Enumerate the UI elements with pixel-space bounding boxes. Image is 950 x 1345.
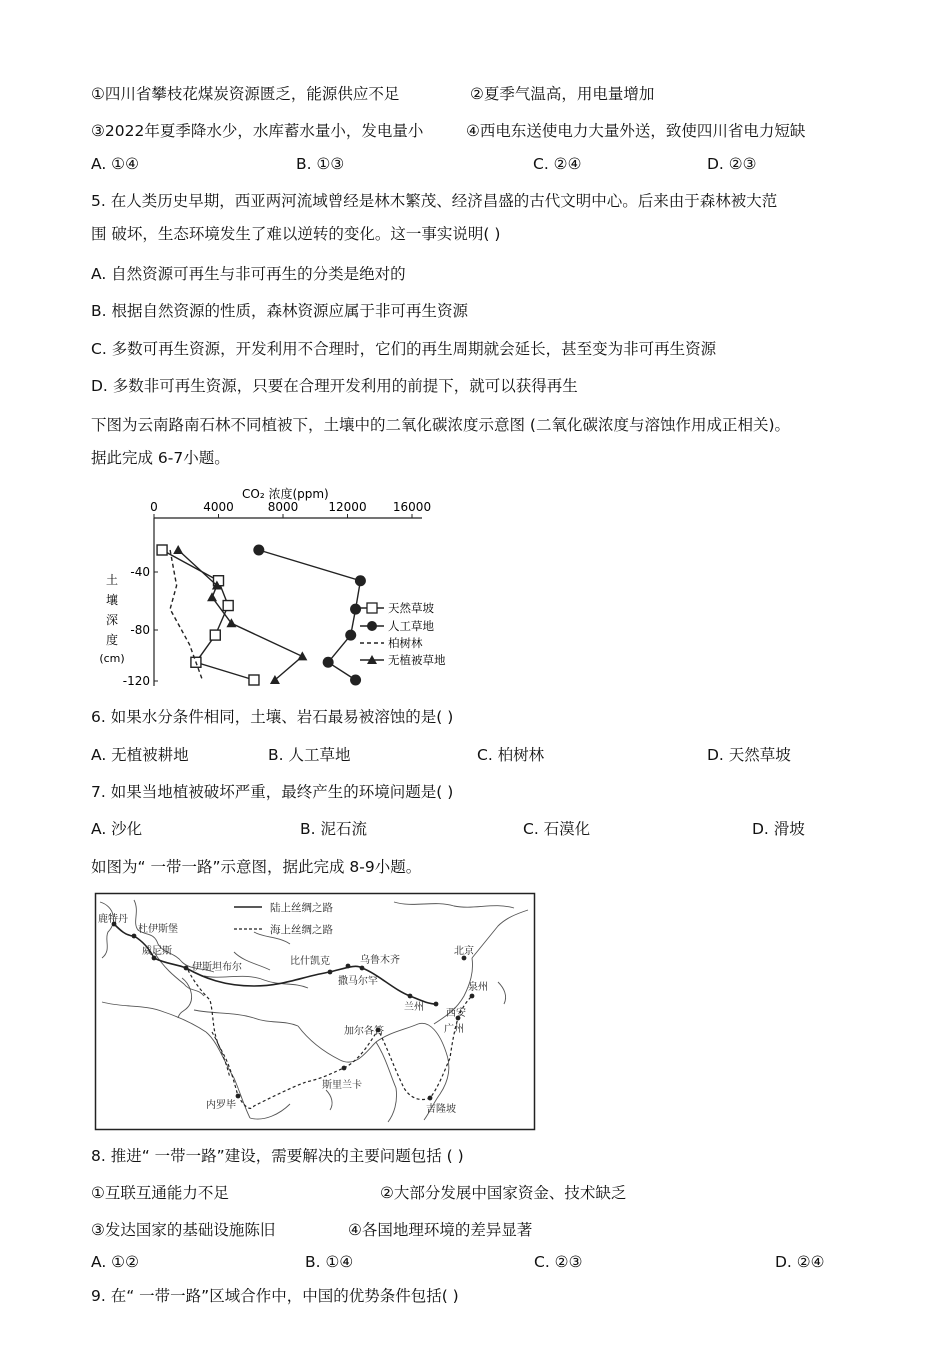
point-natural-grass: [157, 545, 167, 555]
q4-option-c[interactable]: C. ②④: [533, 155, 582, 173]
q4-option-b[interactable]: B. ①③: [296, 155, 345, 173]
point-artificial-grass: [345, 630, 356, 641]
series-line-0: [162, 550, 254, 680]
map-city-xian: 西安: [446, 1008, 466, 1019]
y-axis-label-unit: (cm): [99, 652, 125, 665]
map-city-bishkek: 比什凯克: [290, 956, 330, 967]
point-bare-grass: [297, 651, 307, 660]
y-axis-label-char: 深: [105, 613, 119, 627]
q5-option-a[interactable]: A. 自然资源可再生与非可再生的分类是绝对的: [91, 265, 406, 283]
point-natural-grass: [249, 675, 259, 685]
x-tick-label: 0: [150, 500, 158, 514]
map-city-quanzhou: 泉州: [468, 982, 488, 993]
y-tick-label: -40: [130, 565, 150, 579]
map-city-samarkand: 撒马尔罕: [338, 976, 378, 987]
point-bare-grass: [173, 545, 183, 554]
q7-option-b[interactable]: B. 泥石流: [300, 820, 367, 838]
q7-option-a[interactable]: A. 沙化: [91, 820, 143, 838]
q67-intro-line-1: 下图为云南路南石林不同植被下，土壤中的二氧化碳浓度示意图 (二氧化碳浓度与溶蚀作用成正相关)。: [91, 416, 791, 434]
point-bare-grass: [207, 592, 217, 601]
map-city-nairobi: 内罗毕: [206, 1100, 236, 1111]
point-artificial-grass: [350, 675, 361, 686]
legend-label-2: 柏树林: [388, 636, 423, 650]
legend-label-0: 天然草坡: [388, 601, 434, 615]
y-tick-label: -80: [130, 623, 150, 637]
q6-option-d[interactable]: D. 天然草坡: [707, 746, 791, 764]
q7-option-c[interactable]: C. 石漠化: [523, 820, 591, 838]
y-axis-label-char: 壤: [105, 593, 119, 607]
q5-option-b[interactable]: B. 根据自然资源的性质，森林资源应属于非可再生资源: [91, 302, 468, 320]
q8-statement-1: ①互联互通能力不足: [91, 1184, 229, 1202]
q6-option-c[interactable]: C. 柏树林: [477, 746, 545, 764]
q9-stem: 9. 在“ 一带一路”区域合作中，中国的优势条件包括( ): [91, 1287, 459, 1305]
q5-stem-line-2: 围 破坏，生态环境发生了难以逆转的变化。这一事实说明( ): [91, 225, 501, 243]
map-city-rotterdam: 鹿特丹: [98, 914, 128, 925]
q8-option-b[interactable]: B. ①④: [305, 1253, 354, 1271]
q8-statement-3: ③发达国家的基础设施陈旧: [91, 1221, 276, 1239]
map-city-urumqi: 乌鲁木齐: [360, 955, 400, 966]
q4-statement-3: ③2022年夏季降水少，水库蓄水量小，发电量小: [91, 122, 424, 140]
map-city-kuala-lumpur: 吉隆坡: [426, 1104, 456, 1115]
q5-option-c[interactable]: C. 多数可再生资源，开发利用不合理时，它们的再生周期就会延长，甚至变为非可再生资源: [91, 340, 717, 358]
point-artificial-grass: [253, 545, 264, 556]
point-natural-grass: [210, 630, 220, 640]
q4-option-a[interactable]: A. ①④: [91, 155, 139, 173]
y-tick-label: -120: [122, 674, 150, 688]
legend-label-3: 无植被草地: [388, 653, 446, 667]
q89-intro: 如图为“ 一带一路”示意图，据此完成 8-9小题。: [91, 858, 422, 876]
q8-option-c[interactable]: C. ②③: [534, 1253, 583, 1271]
map-city-kolkata: 加尔各答: [344, 1026, 384, 1037]
q8-statement-4: ④各国地理环境的差异显著: [348, 1221, 533, 1239]
map-legend-sea: 海上丝绸之路: [270, 924, 333, 936]
q8-stem: 8. 推进“ 一带一路”建设，需要解决的主要问题包括 ( ): [91, 1147, 464, 1165]
map-city-duisburg: 杜伊斯堡: [138, 924, 178, 935]
q8-option-a[interactable]: A. ①②: [91, 1253, 139, 1271]
map-city-venice: 威尼斯: [142, 946, 172, 957]
q67-intro-line-2: 据此完成 6-7小题。: [91, 449, 230, 467]
belt-road-map: [94, 892, 536, 1132]
q7-stem: 7. 如果当地植被破坏严重，最终产生的环境问题是( ): [91, 783, 454, 801]
q4-statement-2: ②夏季气温高，用电量增加: [470, 85, 655, 103]
map-city-sri-lanka: 斯里兰卡: [322, 1080, 362, 1091]
q5-option-d[interactable]: D. 多数非可再生资源，只要在合理开发利用的前提下，就可以获得再生: [91, 377, 578, 395]
y-axis-label-char: 土: [105, 573, 119, 587]
q8-option-d[interactable]: D. ②④: [775, 1253, 825, 1271]
x-tick-label: 12000: [328, 500, 367, 514]
x-tick-label: 8000: [267, 500, 299, 514]
map-city-lanzhou: 兰州: [404, 1002, 424, 1013]
map-city-beijing: 北京: [454, 946, 474, 957]
q6-stem: 6. 如果水分条件相同，土壤、岩石最易被溶蚀的是( ): [91, 708, 454, 726]
chart-title: CO₂ 浓度(ppm): [242, 487, 329, 501]
q4-statement-1: ①四川省攀枝花煤炭资源匮乏，能源供应不足: [91, 85, 400, 103]
map-city-guangzhou: 广州: [444, 1024, 464, 1035]
q6-option-b[interactable]: B. 人工草地: [268, 746, 351, 764]
legend-marker-circle: [367, 621, 377, 631]
legend-marker-square: [367, 603, 377, 613]
q5-stem-line-1: 5. 在人类历史早期，西亚两河流域曾经是林木繁茂、经济昌盛的古代文明中心。后来由于森林被大范: [91, 192, 778, 210]
point-natural-grass: [223, 601, 233, 611]
co2-chart: [92, 484, 492, 694]
q8-statement-2: ②大部分发展中国家资金、技术缺乏: [380, 1184, 627, 1202]
map-legend-land: 陆上丝绸之路: [270, 902, 333, 914]
point-artificial-grass: [355, 575, 366, 586]
q4-statement-4: ④西电东送使电力大量外送，致使四川省电力短缺: [466, 122, 806, 140]
q7-option-d[interactable]: D. 滑坡: [752, 820, 805, 838]
point-artificial-grass: [350, 604, 361, 615]
point-artificial-grass: [323, 657, 334, 668]
q4-option-d[interactable]: D. ②③: [707, 155, 757, 173]
x-tick-label: 16000: [392, 500, 432, 514]
series-line-1: [259, 550, 361, 680]
x-tick-label: 4000: [203, 500, 234, 514]
y-axis-label-char: 度: [105, 633, 119, 647]
map-city-istanbul: 伊斯坦布尔: [192, 962, 242, 973]
legend-label-1: 人工草地: [388, 619, 434, 633]
q6-option-a[interactable]: A. 无植被耕地: [91, 746, 189, 764]
